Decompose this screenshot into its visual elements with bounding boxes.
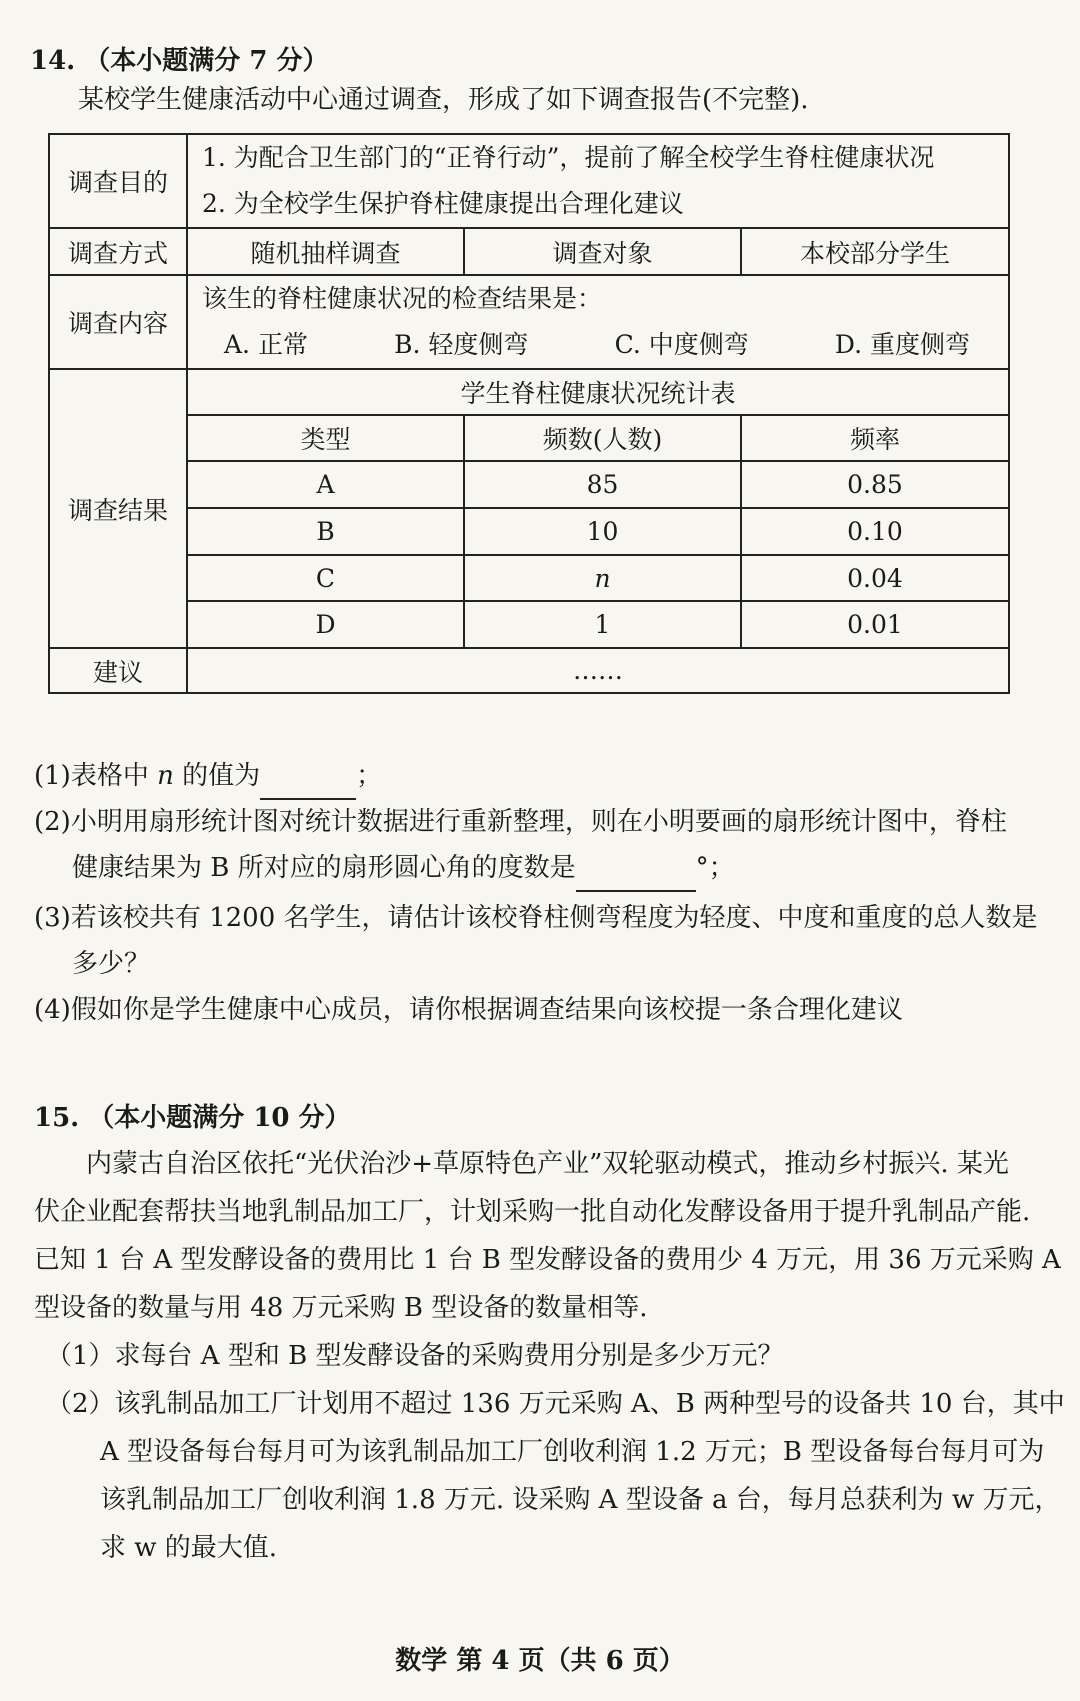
q14-sub2-line2 — [72, 844, 735, 892]
row-freq: 0.04 — [741, 555, 1009, 601]
q14-sub1-text-c: ； — [356, 761, 383, 791]
row-count: 1 — [464, 601, 741, 648]
q14-sub1-var: n — [157, 761, 174, 791]
row-freq: 0.85 — [741, 461, 1009, 508]
stats-header-type: 类型 — [187, 415, 464, 461]
q15-para-line3: 已知 1 台 A 型发酵设备的费用比 1 台 B 型发酵设备的费用少 4 万元，用 36 万元采购 A — [34, 1245, 1061, 1275]
q15-sub2-line2: A 型设备每台每月可为该乳制品加工厂创收利润 1.2 万元；B 型设备每台每月可为 — [100, 1437, 1045, 1467]
row-type: C — [187, 555, 464, 601]
row-freq: 0.10 — [741, 508, 1009, 555]
q14-sub3-line2: 多少？ — [72, 949, 151, 979]
q14-sub1 — [34, 752, 382, 800]
q14-sub3-line1: (3)若该校共有 1200 名学生，请估计该校脊柱侧弯程度为轻度、中度和重度的总人数是 — [34, 903, 1038, 933]
q15-sub1: （1）求每台 A 型和 B 型发酵设备的采购费用分别是多少万元？ — [46, 1341, 784, 1371]
q14-sub1-text-a: (1)表格中 — [34, 761, 158, 791]
q15-para-line4: 型设备的数量与用 48 万元采购 B 型设备的数量相等. — [34, 1293, 648, 1323]
row-count: n — [464, 555, 741, 601]
content-options — [188, 322, 1008, 368]
goal-item-2: 2. 为全校学生保护脊柱健康提出合理化建议 — [202, 189, 684, 218]
option-d: D. 重度侧弯 — [834, 330, 970, 359]
table-row — [49, 601, 1009, 648]
q14-header: 14. （本小题满分 7 分） — [30, 46, 329, 76]
stats-header-count: 频数(人数) — [464, 415, 741, 461]
object-value: 本校部分学生 — [741, 228, 1009, 275]
q15-para-line2: 伏企业配套帮扶当地乳制品加工厂，计划采购一批自动化发酵设备用于提升乳制品产能. — [34, 1197, 1031, 1227]
q15-sub2-line3: 该乳制品加工厂创收利润 1.8 万元. 设采购 A 型设备 a 台，每月总获利为 w 万元， — [100, 1485, 1061, 1515]
table-row — [49, 555, 1009, 601]
page-footer: 数学 第 4 页（共 6 页） — [395, 1646, 685, 1676]
q14-sub2-text-b: °； — [695, 853, 735, 883]
method-label: 调查方式 — [49, 228, 187, 275]
survey-report-table — [48, 133, 1010, 694]
q15-header: 15. （本小题满分 10 分） — [34, 1103, 351, 1133]
row-freq: 0.01 — [741, 601, 1009, 648]
row-type: D — [187, 601, 464, 648]
content-cell — [187, 275, 1009, 369]
content-label: 调查内容 — [49, 275, 187, 369]
answer-blank-1[interactable] — [260, 770, 356, 800]
q14-intro: 某校学生健康活动中心通过调查，形成了如下调查报告(不完整). — [78, 85, 809, 115]
row-type: A — [187, 461, 464, 508]
method-value: 随机抽样调查 — [187, 228, 464, 275]
goal-item-1: 1. 为配合卫生部门的“正脊行动”，提前了解全校学生脊柱健康状况 — [202, 143, 935, 172]
table-row — [49, 461, 1009, 508]
goal-label: 调查目的 — [49, 134, 187, 228]
goal-cell — [187, 134, 1009, 228]
option-c: C. 中度侧弯 — [614, 330, 749, 359]
answer-blank-2[interactable] — [576, 862, 696, 892]
q14-sub1-text-b: 的值为 — [173, 761, 261, 791]
q14-sub2-line1: (2)小明用扇形统计图对统计数据进行重新整理，则在小明要画的扇形统计图中，脊柱 — [34, 807, 1007, 837]
q15-para-line1: 内蒙古自治区依托“光伏治沙+草原特色产业”双轮驱动模式，推动乡村振兴. 某光 — [86, 1149, 1009, 1179]
row-type: B — [187, 508, 464, 555]
advice-value: …… — [187, 648, 1009, 693]
result-label: 调查结果 — [49, 369, 187, 648]
stats-title: 学生脊柱健康状况统计表 — [187, 369, 1009, 415]
q15-sub2-line1: （2）该乳制品加工厂计划用不超过 136 万元采购 A、B 两种型号的设备共 10 台，其中 — [46, 1389, 1065, 1419]
advice-label: 建议 — [49, 648, 187, 693]
q14-sub4: (4)假如你是学生健康中心成员，请你根据调查结果向该校提一条合理化建议 — [34, 995, 903, 1025]
q15-sub2-line4: 求 w 的最大值. — [100, 1533, 278, 1563]
option-a: A. 正常 — [224, 330, 308, 359]
content-question: 该生的脊柱健康状况的检查结果是： — [202, 284, 603, 313]
row-count: 85 — [464, 461, 741, 508]
stats-header-freq: 频率 — [741, 415, 1009, 461]
table-row — [49, 508, 1009, 555]
row-count: 10 — [464, 508, 741, 555]
q14-sub2-text-a: 健康结果为 B 所对应的扇形圆心角的度数是 — [72, 853, 576, 883]
option-b: B. 轻度侧弯 — [394, 330, 529, 359]
object-label: 调查对象 — [464, 228, 741, 275]
